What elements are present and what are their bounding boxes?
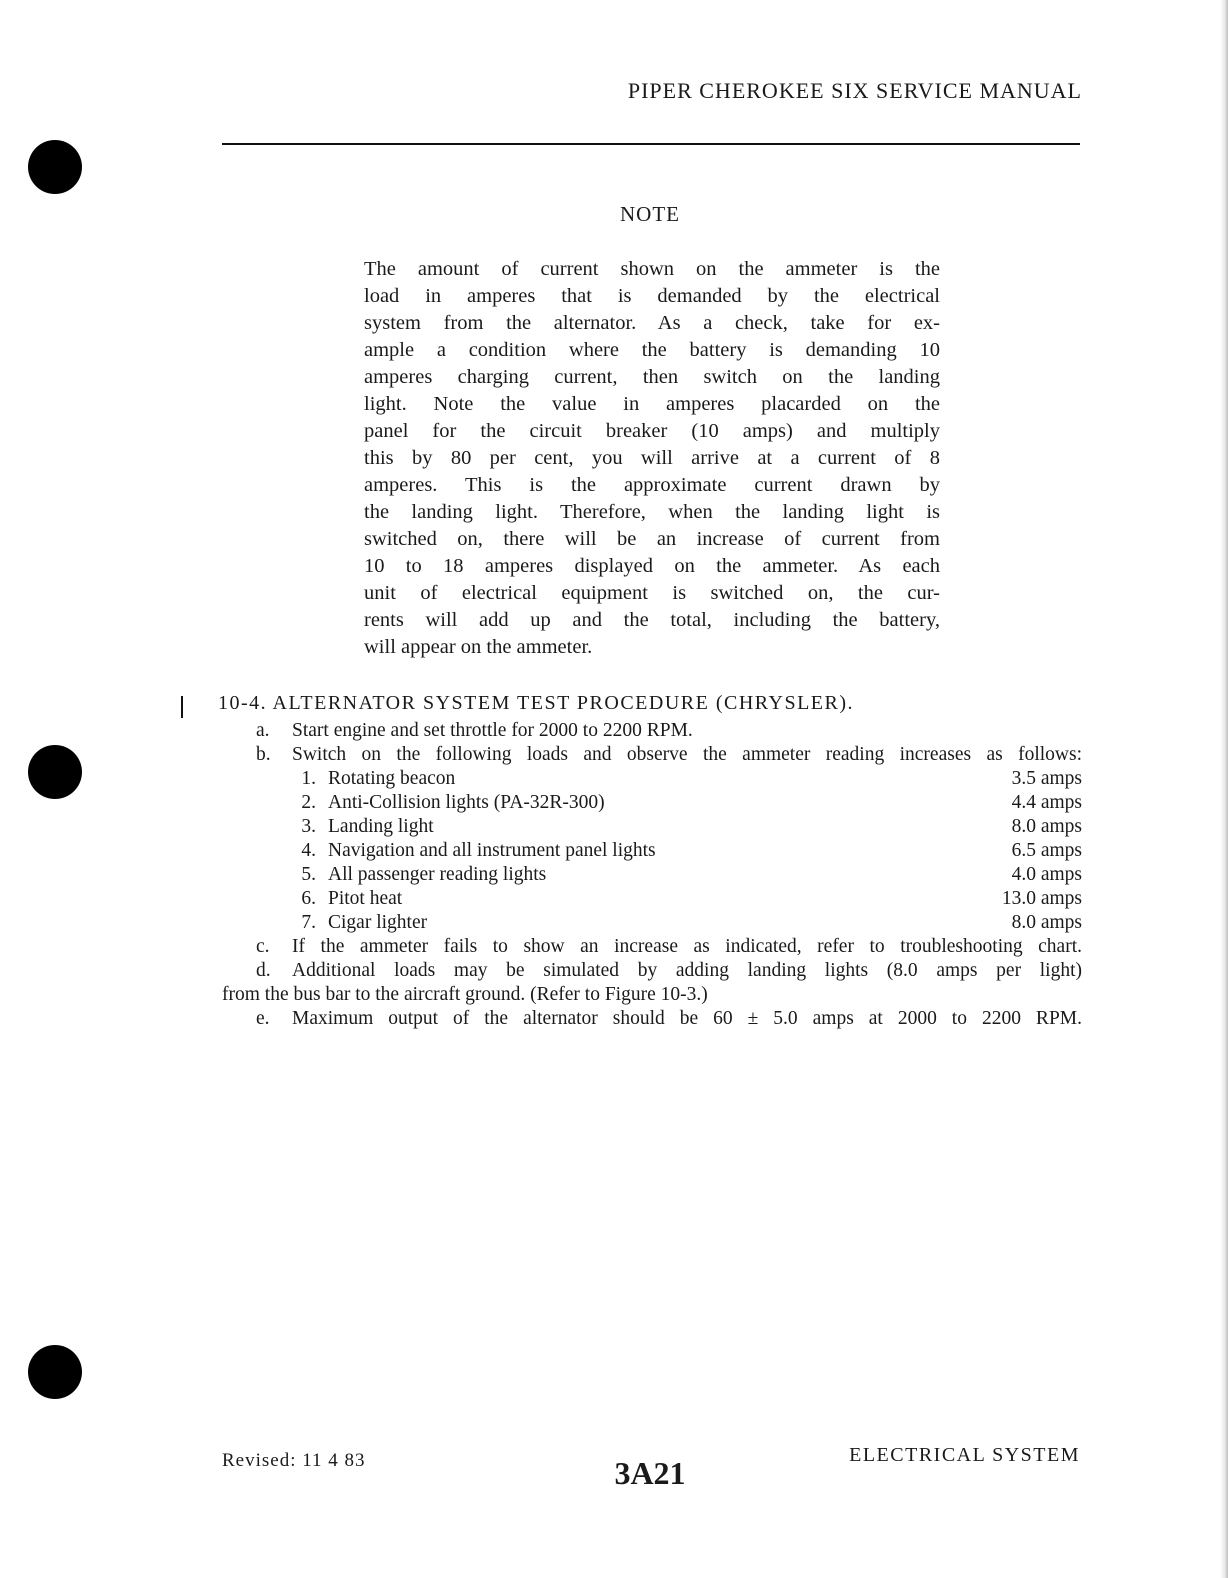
load-number: 4. (301, 840, 316, 861)
step-a (0, 719, 1100, 743)
revision-date: Revised: 11 4 83 (222, 1450, 366, 1471)
step-d-continuation: from the bus bar to the aircraft ground. (Refer to Figure 10-3.) (222, 984, 708, 1005)
load-name: Navigation and all instrument panel lights (328, 840, 656, 861)
load-name: Rotating beacon (328, 768, 456, 789)
step-letter: e. (256, 1008, 270, 1029)
note-line: system from the alternator. As a check, take for ex- (364, 312, 940, 334)
load-number: 2. (301, 792, 316, 813)
load-name: Cigar lighter (328, 912, 428, 933)
note-line: amperes. This is the approximate current drawn by (364, 474, 940, 496)
step-letter: c. (256, 936, 270, 957)
page-edge-shadow (1220, 0, 1228, 1578)
load-item (290, 863, 1082, 887)
load-item (290, 791, 1082, 815)
note-line: 10 to 18 amperes displayed on the ammeter. As each (364, 555, 940, 577)
load-item (290, 887, 1082, 911)
note-line: unit of electrical equipment is switched on, the cur- (364, 582, 940, 604)
load-number: 6. (301, 888, 316, 909)
load-item (290, 767, 1082, 791)
load-number: 7. (301, 912, 316, 933)
note-line: the landing light. Therefore, when the landing light is (364, 501, 940, 523)
note-line: ample a condition where the battery is demanding 10 (364, 339, 940, 361)
note-line: load in amperes that is demanded by the electrical (364, 285, 940, 307)
step-b (0, 743, 1100, 767)
load-name: Anti-Collision lights (PA-32R-300) (328, 792, 605, 813)
note-line: The amount of current shown on the ammeter is the (364, 258, 940, 280)
load-name: All passenger reading lights (328, 864, 547, 885)
step-letter: b. (256, 744, 271, 765)
note-heading: NOTE (620, 202, 680, 226)
step-text: Switch on the following loads and observe the ammeter reading increases as follows: (292, 744, 1082, 765)
note-line: rents will add up and the total, including the battery, (364, 609, 940, 631)
load-amps: 4.4 amps (1011, 792, 1082, 813)
section-name: ELECTRICAL SYSTEM (849, 1444, 1080, 1466)
punch-hole (28, 140, 82, 194)
header-rule (222, 143, 1080, 145)
load-item (290, 839, 1082, 863)
load-amps: 6.5 amps (1011, 840, 1082, 861)
revision-change-bar (181, 696, 183, 718)
load-item (290, 911, 1082, 935)
step-e (0, 1007, 1100, 1031)
note-line: switched on, there will be an increase of current from (364, 528, 940, 550)
note-line: amperes charging current, then switch on the landing (364, 366, 940, 388)
note-line: panel for the circuit breaker (10 amps) and multiply (364, 420, 940, 442)
step-c (0, 935, 1100, 959)
load-number: 3. (301, 816, 316, 837)
load-amps: 4.0 amps (1011, 864, 1082, 885)
load-name: Landing light (328, 816, 434, 837)
section-heading: 10-4. ALTERNATOR SYSTEM TEST PROCEDURE (CHRYSLER). (218, 692, 855, 714)
load-amps: 3.5 amps (1011, 768, 1082, 789)
note-line: light. Note the value in amperes placarded on the (364, 393, 940, 415)
note-line: will appear on the ammeter. (364, 636, 593, 658)
load-amps: 13.0 amps (1001, 888, 1082, 909)
step-letter: a. (256, 720, 270, 741)
load-item (290, 815, 1082, 839)
page-number: 3A21 (614, 1455, 686, 1491)
load-number: 5. (301, 864, 316, 885)
step-text: If the ammeter fails to show an increase as indicated, refer to troubleshooting chart. (292, 936, 1082, 957)
punch-hole (28, 1345, 82, 1399)
note-line: this by 80 per cent, you will arrive at a current of 8 (364, 447, 940, 469)
step-text: Start engine and set throttle for 2000 to 2200 RPM. (292, 720, 693, 741)
load-name: Pitot heat (328, 888, 403, 909)
step-letter: d. (256, 960, 271, 981)
load-amps: 8.0 amps (1011, 816, 1082, 837)
step-text: Maximum output of the alternator should be 60 ± 5.0 amps at 2000 to 2200 RPM. (292, 1008, 1082, 1029)
step-d (0, 959, 1100, 983)
manual-title: PIPER CHEROKEE SIX SERVICE MANUAL (627, 78, 1082, 103)
step-text: Additional loads may be simulated by adding landing lights (8.0 amps per light) (292, 960, 1082, 981)
load-amps: 8.0 amps (1011, 912, 1082, 933)
load-number: 1. (301, 768, 316, 789)
note-body (364, 256, 940, 661)
